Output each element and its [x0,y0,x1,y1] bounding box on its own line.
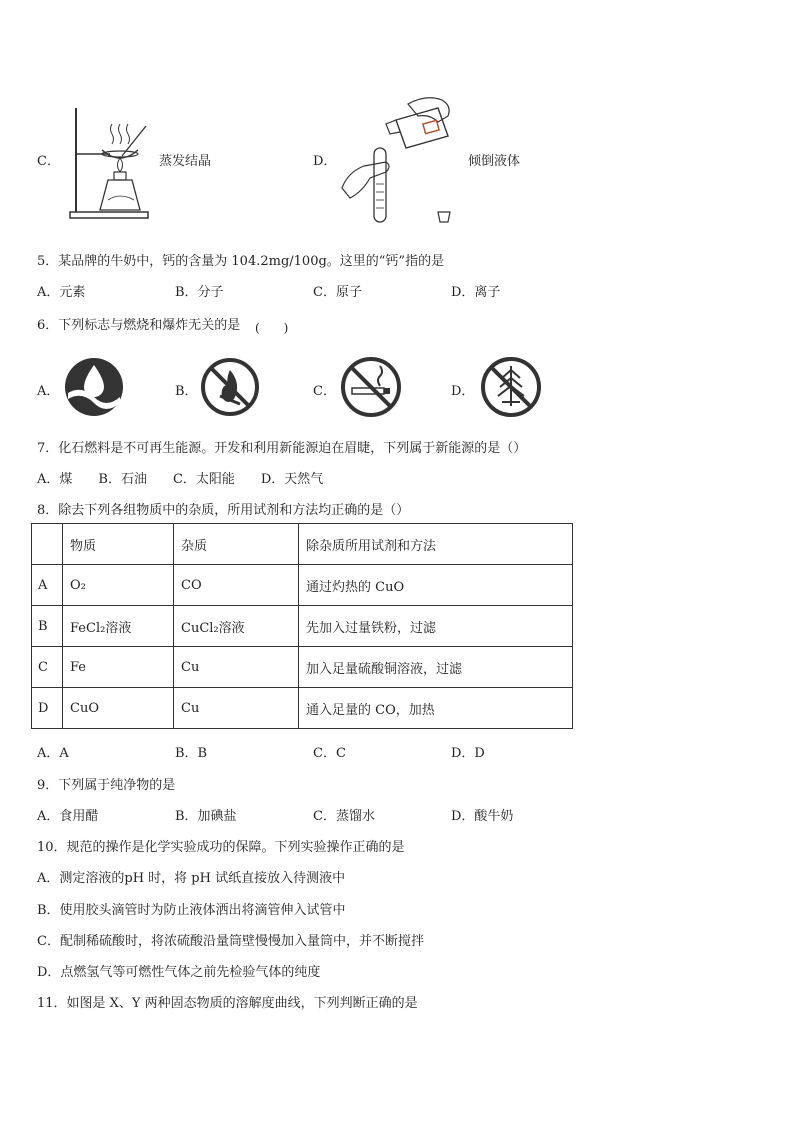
no-logging-sign-icon [480,356,542,418]
q4-option-c-label: 蒸发结晶 [159,154,212,169]
q10-option-a: A．测定溶液的pH 时，将 pH 试纸直接放入待测液中 [37,871,346,886]
table-header-cell: 物质 [63,524,174,565]
table-row [32,688,573,729]
table-cell: CO [174,565,299,606]
q4-option-d-label: 倾倒液体 [468,154,521,169]
table-header-cell [32,524,63,565]
table-cell: FeCl₂溶液 [63,606,174,647]
q5-stem: 5．某品牌的牛奶中，钙的含量为 104.2mg/100g。这里的“钙”指的是 [37,254,445,269]
q11-stem: 11．如图是 X、Y 两种固态物质的溶解度曲线，下列判断正确的是 [37,996,418,1011]
q8-option-d: D．D [451,746,485,761]
q9-option-b: B．加碘盐 [175,809,237,824]
q8-stem: 8．除去下列各组物质中的杂质，所用试剂和方法均正确的是（） [37,503,410,518]
table-row [32,606,573,647]
table-cell: A [32,565,63,606]
q10-option-b: B．使用胶头滴管时为防止液体洒出将滴管伸入试管中 [37,903,346,918]
q5-option-a: A．元素 [37,285,86,300]
table-cell: D [32,688,63,729]
q6-option-c-letter: C． [313,384,336,399]
table-row [32,647,573,688]
q4-option-c-letter: C． [37,154,60,169]
table-cell: B [32,606,63,647]
q9-option-d: D．酸牛奶 [451,809,514,824]
q6-option-b-letter: B． [175,384,198,399]
q6-answer-bracket: ( ) [255,321,289,335]
q5-option-c: C．原子 [313,285,362,300]
q9-stem: 9．下列属于纯净物的是 [37,778,176,793]
no-smoking-sign-icon [340,356,402,418]
table-cell: O₂ [63,565,174,606]
table-cell: 加入足量硫酸铜溶液，过滤 [299,647,573,688]
evaporation-apparatus-illustration [62,104,157,222]
q10-option-c: C．配制稀硫酸时，将浓硫酸沿量筒壁慢慢加入量筒中，并不断搅拌 [37,934,424,949]
q6-option-d-letter: D． [451,384,475,399]
no-open-flame-sign-icon [200,356,260,418]
table-cell: 先加入过量铁粉，过滤 [299,606,573,647]
q10-option-d: D．点燃氢气等可燃性气体之前先检验气体的纯度 [37,965,321,980]
table-cell: 通入足量的 CO，加热 [299,688,573,729]
q6-stem: 6．下列标志与燃烧和爆炸无关的是 [37,318,241,333]
table-row [32,565,573,606]
q6-option-a-letter: A． [37,384,60,399]
table-cell: C [32,647,63,688]
q5-option-d: D．离子 [451,285,501,300]
pouring-liquid-illustration [338,92,466,230]
q10-stem: 10．规范的操作是化学实验成功的保障。下列实验操作正确的是 [37,840,405,855]
table-cell: CuCl₂溶液 [174,606,299,647]
table-cell: 通过灼热的 CuO [299,565,573,606]
table-cell: CuO [63,688,174,729]
q8-option-a: A．A [37,746,69,761]
water-saving-sign-icon [64,357,124,417]
q9-option-c: C．蒸馏水 [313,809,375,824]
q4-option-d-letter: D． [313,154,337,169]
q8-option-b: B．B [175,746,208,761]
table-header-cell: 杂质 [174,524,299,565]
table-header-row [32,524,573,565]
q7-options: A．煤 B．石油 C．太阳能 D．天然气 [37,472,324,487]
impurity-removal-table [31,523,573,729]
table-cell: Cu [174,688,299,729]
table-cell: Cu [174,647,299,688]
table-cell: Fe [63,647,174,688]
q7-stem: 7．化石燃料是不可再生能源。开发和利用新能源迫在眉睫，下列属于新能源的是（） [37,441,527,456]
table-header-cell: 除杂质所用试剂和方法 [299,524,573,565]
q5-option-b: B．分子 [175,285,224,300]
q9-option-a: A．食用醋 [37,809,99,824]
q8-option-c: C．C [313,746,346,761]
